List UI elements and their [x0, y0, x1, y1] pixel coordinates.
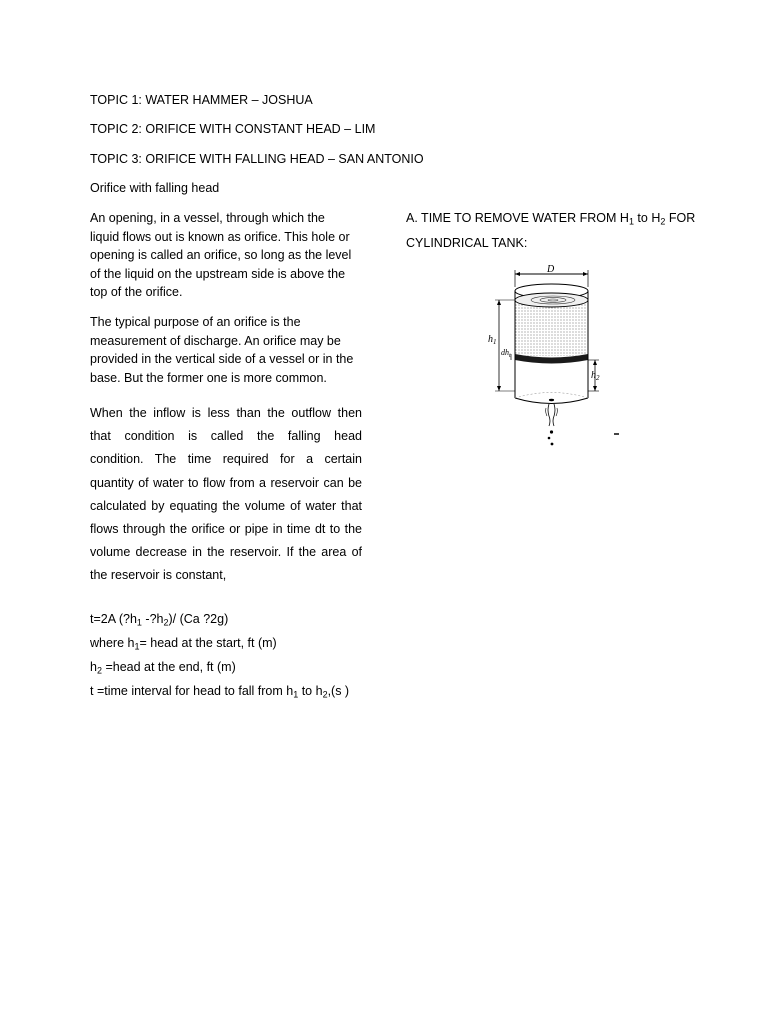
formula-part: )/ (Ca ?2g)	[168, 612, 229, 626]
paragraph-line: quantity of water to flow from a reservoir can be	[90, 475, 362, 490]
water-jet-icon	[546, 404, 558, 445]
paragraph-line: provided in the vertical side of a vessel or in the	[90, 352, 354, 367]
paragraph-line: When the inflow is less than the outflow then	[90, 406, 362, 420]
h1-dimension	[488, 300, 515, 391]
topic-3: TOPIC 3: ORIFICE WITH FALLING HEAD – SAN ANTONIO	[90, 152, 424, 166]
definition-h2	[90, 660, 236, 674]
paragraph-line: An opening, in a vessel, through which the	[90, 211, 325, 225]
h1-subscript: 1	[493, 338, 497, 346]
time-formula	[90, 612, 228, 626]
paragraph-line: measurement of discharge. An orifice may be	[90, 333, 341, 348]
definition-text: t =time interval for head to fall from h	[90, 684, 294, 698]
h1-letter: h	[488, 334, 493, 345]
paragraph-falling-head	[90, 402, 362, 588]
h2-label	[591, 370, 600, 382]
heading-text: to H	[633, 211, 661, 225]
dh-letters: dh	[501, 348, 509, 357]
paragraph-line: top of the orifice.	[90, 285, 183, 300]
definition-subscript: 2	[96, 665, 102, 676]
water-body	[515, 300, 588, 356]
stray-mark	[614, 433, 619, 435]
definition-text: to h	[298, 684, 323, 698]
paragraph-line: the reservoir is constant,	[90, 568, 227, 583]
definition-subscript: 2	[322, 689, 328, 700]
paragraph-line: calculated by equating the volume of water that	[90, 498, 362, 513]
h2-subscript: 2	[596, 374, 600, 382]
paragraph-line: that condition is called the falling head	[90, 429, 362, 444]
paragraph-line: opening is called an orifice, so long as the level	[90, 248, 352, 263]
dh-subscript: t	[509, 353, 511, 359]
paragraph-line: condition. The time required for a certain	[90, 452, 362, 467]
heading-text: FOR	[665, 211, 696, 225]
paragraph-line: liquid flows out is known as orifice. This hole or	[90, 229, 350, 244]
section-heading: Orifice with falling head	[90, 181, 220, 195]
paragraph-line: The typical purpose of an orifice is the	[90, 315, 301, 329]
h2-letter: h	[591, 370, 596, 381]
formula-part: -?h	[141, 612, 164, 626]
h1-label	[488, 334, 497, 346]
paragraph-orifice-purpose	[90, 313, 362, 387]
section-a-heading	[406, 207, 706, 255]
paragraph-line: flows through the orifice or pipe in time dt to the	[90, 522, 362, 537]
water-surface	[515, 293, 588, 307]
definition-text: = head at the start, ft (m)	[139, 636, 277, 650]
paragraph-line: volume decrease in the reservoir. If the area of	[90, 545, 362, 560]
dh-label	[501, 348, 511, 359]
diameter-label: D	[547, 264, 555, 275]
paragraph-orifice-definition	[90, 209, 362, 302]
paragraph-line: base. But the former one is more common.	[90, 370, 327, 385]
tank-bottom-hidden	[515, 393, 588, 399]
definition-t	[90, 684, 349, 698]
definition-text: ,(s )	[327, 684, 350, 698]
heading-subscript: 1	[628, 216, 634, 227]
paragraph-line: of the liquid on the upstream side is above the	[90, 266, 346, 281]
definition-text: =head at the end, ft (m)	[101, 660, 236, 674]
formula-subscript: 2	[163, 617, 169, 628]
dh-dimension	[501, 348, 511, 360]
formula-subscript: 1	[136, 617, 142, 628]
definition-text: where h	[90, 636, 135, 650]
cylindrical-tank-figure	[485, 262, 615, 452]
topic-1: TOPIC 1: WATER HAMMER – JOSHUA	[90, 93, 313, 107]
definition-text: h	[90, 660, 97, 674]
section-a-line-2: CYLINDRICAL TANK:	[406, 236, 528, 250]
section-a-line-1	[406, 207, 706, 230]
h2-dimension	[588, 360, 600, 391]
heading-text: A. TIME TO REMOVE WATER FROM H	[406, 211, 629, 225]
formula-part: t=2A (?h	[90, 612, 137, 626]
definition-subscript: 1	[134, 641, 140, 652]
definition-h1	[90, 636, 277, 650]
definition-subscript: 1	[293, 689, 299, 700]
orifice-icon	[549, 399, 554, 401]
heading-subscript: 2	[660, 216, 666, 227]
topic-2: TOPIC 2: ORIFICE WITH CONSTANT HEAD – LIM	[90, 122, 376, 136]
